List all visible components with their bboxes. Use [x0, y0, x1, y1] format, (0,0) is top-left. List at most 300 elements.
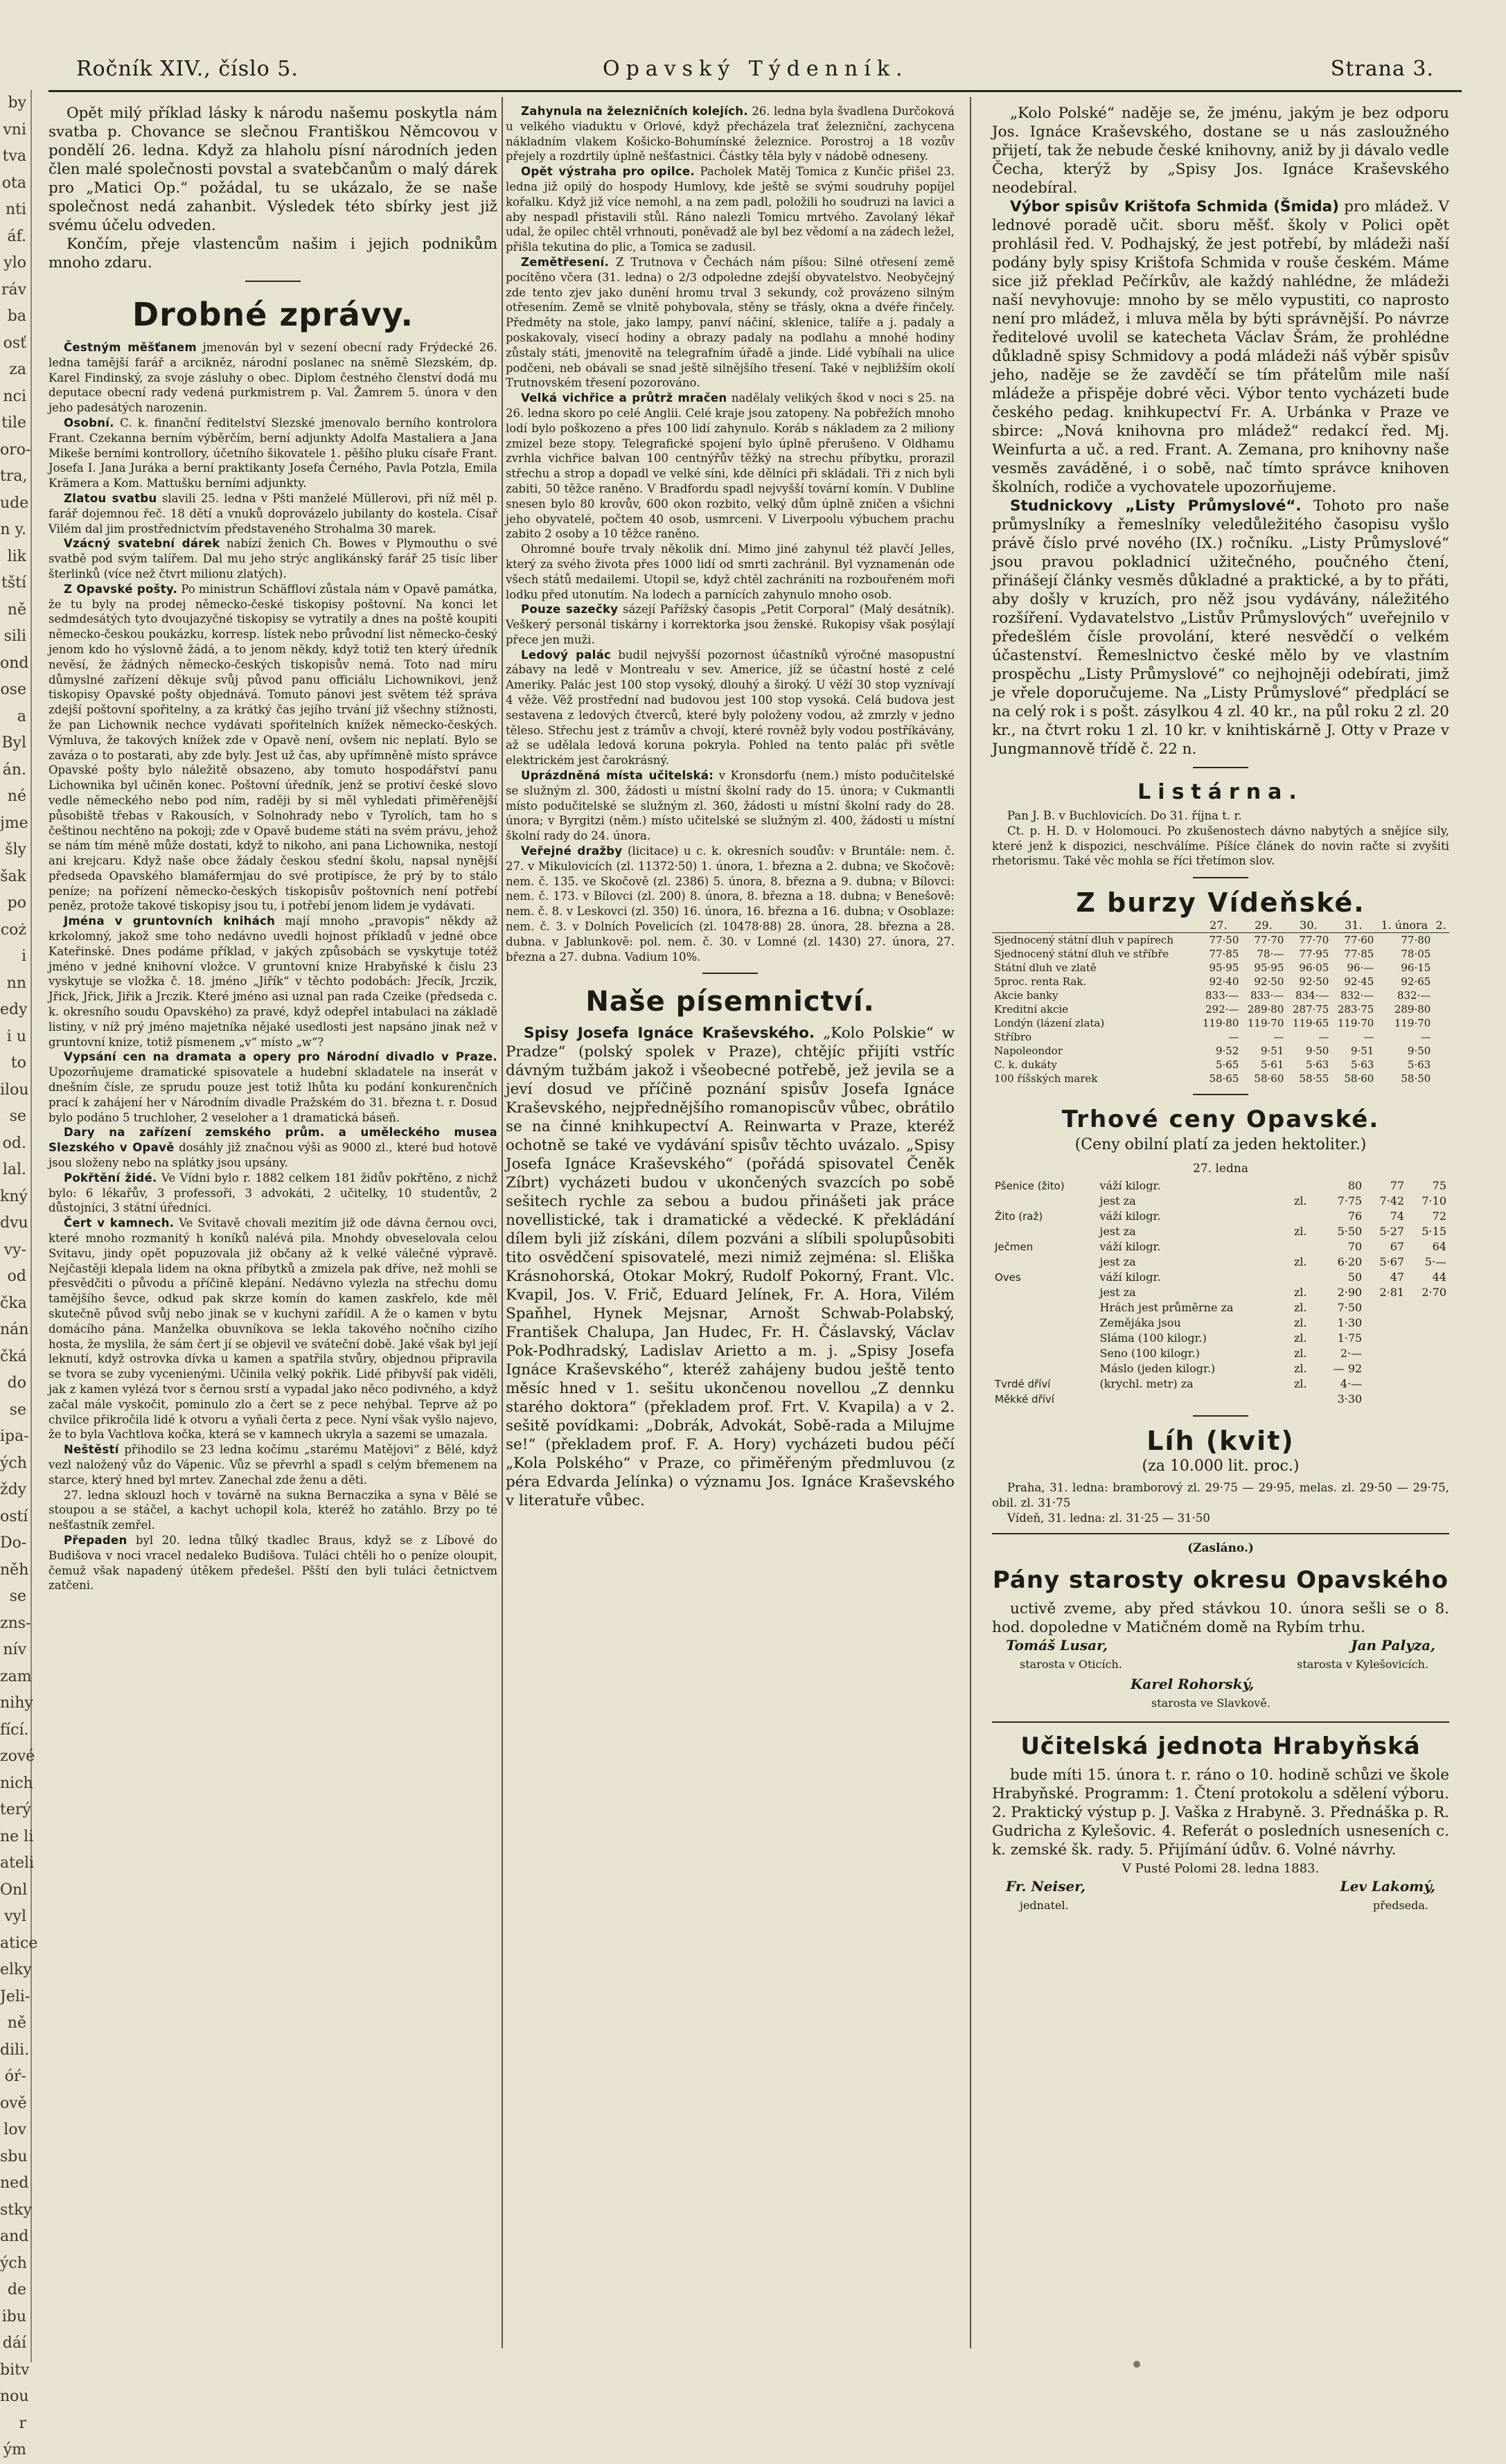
margin-fragment: sbu [0, 2147, 28, 2165]
grain-row [992, 1224, 1449, 1239]
bourse-cell: 78·05 [1401, 948, 1431, 961]
margin-fragment: ne li [0, 1827, 34, 1845]
schmid-lead: Výbor spisův Krištofa Schmida (Šmida) [1010, 198, 1340, 215]
news-item-lead: Přepaden [64, 1533, 127, 1547]
grain-cell: 5·15 [1421, 1225, 1446, 1239]
bourse-row [992, 1002, 1449, 1016]
grain-row [992, 1300, 1449, 1315]
news-item-lead: Vzácný svatební dárek [64, 537, 220, 551]
margin-fragment: se [9, 1588, 26, 1605]
grain-cell: Měkké dříví [995, 1393, 1054, 1406]
margin-fragment: ždy [0, 1481, 27, 1498]
news-item-text: přihodilo se 23 ledna kočímu „starému Matějovi“ z Bělé, když vezl naložený vůz do Vápenic. Vůz se převrhl a spadl s celým břemenem na starce, který hned byl mrtev. Zanechal zde ženu a děti. [48, 1443, 498, 1487]
grain-cell: 5·27 [1379, 1225, 1405, 1239]
bourse-cell: 58·50 [1401, 1072, 1431, 1085]
page-header [76, 57, 1434, 89]
margin-fragment: i u [6, 1027, 26, 1045]
news-item-text: byl 20. ledna tůlký tkadlec Braus, když se z Líbové do Budišova v noci vracel nedaleko Budišova. Tuláci chtěli ho o peníze oloupit, čemuž však napadený útěkem předešel. Pšští den byli tuláci četnictvem zatčeni. [48, 1533, 497, 1593]
grain-cell: 70 [1347, 1240, 1363, 1254]
margin-fragment: ilou [0, 1081, 29, 1099]
margin-fragment: ose [0, 681, 26, 698]
grain-cell: 2·90 [1337, 1286, 1363, 1300]
news-item-lead: Zahynula na železničních kolejích. [521, 105, 748, 118]
bourse-cell: 95·95 [1254, 961, 1284, 975]
margin-fragment: osť [3, 334, 26, 352]
bourse-cell: 834·— [1295, 989, 1329, 1002]
bourse-cell: 5·63 [1350, 1058, 1374, 1072]
margin-fragment: od [7, 1268, 26, 1285]
grain-cell [1291, 1209, 1317, 1224]
margin-fragment: nou [0, 2388, 29, 2405]
bourse-cell: Kreditní akcie [994, 1003, 1069, 1016]
margin-fragment: ráv [1, 281, 26, 299]
signature-row [992, 1676, 1449, 1696]
news-item-text: C. k. finanční ředitelství Slezské jmenovalo berního kontrolora Frant. Czekanna berním výběrčím, berní adjunkty Adolfa Mastaliera a Jana Mikeše berními kontrollory, účetního šikovatele 1. pěšího pluku císaře Frant. Josefa I. Jana Juráka a berní praktikanty Josefa Černého, Pavla Potzla, Emila Krämera a Kom. Mattušku berními adjunkty. [48, 416, 497, 490]
news-item-text: slavili 25. ledna v Pšti manželé Müllerovi, při níž měl p. farář dojemnou řeč. 18 dětí a vnuků doprovázelo jubilanty do kostela. Císař Vilém dal jim prostřednictvím představeného Strohalma 30 marek. [48, 491, 498, 535]
bourse-cell: 9·51 [1350, 1045, 1374, 1058]
news-item [506, 255, 955, 391]
margin-fragment: án. [2, 761, 26, 779]
margin-fragment: ých [0, 1454, 27, 1472]
bourse-cell: 119·65 [1292, 1017, 1329, 1030]
news-items-list-2 [506, 104, 955, 964]
grain-row [992, 1194, 1449, 1209]
news-item [506, 768, 955, 844]
margin-fragment: ně [7, 2014, 26, 2032]
signature-title-row [992, 1658, 1449, 1676]
margin-fragment: zové [0, 1748, 35, 1765]
bourse-cell: 58·60 [1254, 1072, 1284, 1085]
grain-cell: — 92 [1333, 1362, 1363, 1376]
bourse-table [992, 919, 1449, 1085]
grain-cell: Ječmen [995, 1241, 1034, 1254]
news-item [48, 1216, 497, 1442]
ucit-text: bude míti 15. února t. r. ráno o 10. hodině schůzi ve škole Hrabyňské. Programm: 1. Čtení protokolu a sdělení výboru. 2. Praktický výstup p. J. Vaška z Hrabyně. 3. Přednáška p. R. Gudricha z Kylešovic. 4. Referát o posledních usneseních c. k. zemské šk. rady. 5. Přijímání údův. 6. Volné návrhy. [992, 1766, 1449, 1859]
news-item-text: (licitace) u c. k. okresních soudův: v Bruntále: nem. č. 27. v Mikulovicích (zl. 11372·50) 1. února, 1. března a 2. dubna; ve Skočově: nem. č. 135. ve Skočově (zl. 2386) 5. února, 8. března a 9. dubna; v Bílovci: nem. č. 173. v Bílovci (zl. 200) 8. února, 8. března a 18. dubna; v Benešově: nem. č. 8. v Leskovci (zl. 350) 16. února, 16. března a 16. dubna; v Osoblaze: nem. č. 3. v Dolních Povelicích (zl. 10478·88) 28. února, 28. března a 28. dubna. v Jablunkově: pol. nem. č. 30. v Lomné (zl. 1430) 27. února, 27. března a 27. dubna. Vadium 10%. [506, 844, 955, 964]
issue-label: Ročník XIV., číslo 5. [76, 57, 299, 81]
news-item-text: jmenován byl v sezení obecní rady Frýdecké 26. ledna tamější farář a arcikněz, národní poslanec na sněmě Slezském, dp. Karel Findinský, za svoje zásluhy o obec. Diplom čestného členství dodá mu deputace obecní rady vedená purkmistrem p. Val. Žamrem 5. února v den jeho padesátých narozenin. [48, 341, 497, 415]
separator [702, 973, 758, 974]
news-item [48, 491, 497, 536]
section-heading-nase-pisemnictvi: Naše písemnictví. [585, 986, 875, 1018]
bourse-row [992, 947, 1449, 961]
column-2 [506, 104, 955, 2348]
grain-cell: 7·42 [1379, 1194, 1405, 1208]
bourse-cell: 78·— [1257, 948, 1284, 961]
grain-cell: 3·30 [1337, 1392, 1363, 1406]
margin-fragment: lik [7, 547, 26, 565]
news-item [48, 1049, 497, 1125]
bourse-cell: 96·— [1347, 961, 1374, 975]
bourse-cell: Sjednocený státní dluh v papírech [994, 934, 1173, 947]
news-item-text: Ve Vídni bylo r. 1882 celkem 181 židův pokřtěno, z nichž bylo: 6 lékařův, 3 professoři, 3 advokáti, 2 učitelky, 10 studentův, 2 důstojníci, 3 státní úředníci. [48, 1171, 497, 1215]
grain-cell: 1·75 [1337, 1331, 1363, 1345]
bourse-header-row [992, 919, 1449, 933]
news-item-lead: Osobní. [64, 416, 114, 429]
news-item [48, 416, 497, 491]
margin-fragment: lal. [2, 1161, 26, 1178]
news-item-lead: Zemětřesení. [521, 255, 610, 269]
news-item-lead: Čert v kamnech. [64, 1216, 175, 1230]
bourse-cell: — [1363, 1031, 1374, 1044]
news-item [506, 602, 955, 647]
margin-fragment: nci [3, 387, 26, 405]
grain-cell: váží kilogr. [1099, 1270, 1161, 1284]
page-number: Strana 3. [1330, 57, 1434, 81]
grain-cell: 5·— [1424, 1255, 1446, 1269]
bourse-cell: C. k. dukáty [994, 1058, 1057, 1072]
grain-cell: 44 [1432, 1270, 1446, 1284]
grain-cell [1365, 1376, 1407, 1392]
news-item-lead: Neštěstí [64, 1443, 119, 1457]
bourse-cell: 9·52 [1215, 1045, 1239, 1058]
bourse-cell: 833·— [1205, 989, 1239, 1002]
news-item-lead: Dary na zařízení zemského prům. a uměleckého musea Slezského v Opavě [48, 1126, 497, 1155]
margin-fragment: nív [3, 1641, 26, 1658]
margin-fragment: nihy [0, 1694, 33, 1712]
grain-cell [1365, 1315, 1407, 1331]
listy-lead: Studnickovy „Listy Průmyslové“. [1010, 497, 1302, 515]
bourse-cell: 77·70 [1254, 934, 1284, 947]
news-item-lead: Jména v gruntovních knihách [64, 914, 276, 928]
margin-fragment: do [7, 1374, 26, 1392]
margin-fragment: and [0, 2228, 29, 2245]
grain-row [992, 1346, 1449, 1361]
margin-fragment: se [9, 1401, 26, 1419]
margin-fragment: fící. [0, 1721, 29, 1739]
grain-row [992, 1285, 1449, 1300]
margin-fragment: i [21, 948, 26, 965]
grain-cell: (krychl. metr) za [1099, 1377, 1194, 1391]
bourse-heading: Z burzy Vídeňské. [1076, 887, 1365, 919]
grain-cell: zl. [1294, 1255, 1307, 1269]
cropped-left-margin [0, 90, 38, 2458]
bourse-cell: 9·50 [1407, 1045, 1431, 1058]
margin-fragment: Byl [1, 734, 26, 752]
bourse-cell: 77·85 [1209, 948, 1239, 961]
margin-fragment: ude [0, 494, 29, 512]
grain-cell: zl. [1294, 1225, 1307, 1239]
grain-row [992, 1239, 1449, 1255]
margin-fragment: ým [3, 2441, 26, 2458]
news-item-lead: Zlatou svatbu [64, 491, 157, 505]
margin-fragment: áf. [7, 227, 26, 245]
grain-cell [1365, 1346, 1407, 1361]
news-item [48, 914, 497, 1049]
bourse-row [992, 989, 1449, 1002]
signature-title: předseda. [1372, 1898, 1428, 1912]
margin-fragment: edy [0, 1001, 28, 1018]
news-item-text: Ohromné bouře trvaly několik dní. Mimo jiné zahynul též plavčí Jelles, který za svého života přes 1000 lidí od smrti zachránil. Byl vyznamenán ode všech států medailemi. Utopil se, když chtěl zachrániti na rozbouřeném moři lodku před utonutím. Na lodech a parnících zahynulo mnoho osob. [506, 542, 955, 601]
news-item-text: Po ministrun Schäffloví zůstala nám v Opavě památka, že tu byly na prodej německo-české tiskopisy poštovní. Na konci let sedmdesátých tyto dvoujazyčné tiskopisy se vytratily a dnes na poště koupiti německo-českou poukázku, korresp. lístek nebo průvodní list německo-český jenom kdo ho výslovně žádá, a to jenom někdy, když totiž ten který úředník nevěsí, že žádných německo-českých tiskopisův nemá. Toto nad míru důmyslné zařízení děkuje svůj původ panu officiálu Lichownikovi, jenž tiskopisy Opavské pošty objednává. Tomuto pánovi jest světem též správa zdejší poštovní spořitelny, a za krátký čas jejího trvání již všechny stížnosti, že pan Lichownik nechce vydávati spořitelních knížek německo-českých. Výmluva, že takových knížek zde v Opavě není, ovšem nic neplatí. Bylo se zaváza o to postarati, aby zde byly. Jest už čas, aby upřímněně místo správce Opavské pošty bylo náležitě obsazeno, aby tomuto hospodářství panu Lichownika byl učiněn konec. Poštovní úředník, jenž se protiví české slovo vedle německého nebo pod ním, raději by si měl vyhledati přiměřenější působiště třebas v Rakousích, v Solnohrady nebo v Tyrolích, tam ho s češtinou nechtěno na pokoji; zde v Opavě budeme státi na svém právu, jehož se nám tím méně může dostati, když to nikoho, ani pana Lichownika, nestojí ani krejcaru. Když naše obce žádaly českou sťední školu, napsal nynější předseda Opavského blamáfermjau do své protipísce, že prý by to stálo peníze; na pořízení německo-českých tiskopisův poštovních není potřebí peněz, protože takové tiskopisy jsou tu, i potřebí jenom lidem je vydávati. [48, 582, 497, 913]
signature-row [992, 1878, 1449, 1899]
column-divider-2 [970, 97, 971, 2348]
bourse-cell: — [1228, 1031, 1239, 1044]
section-heading-drobne-zpravy: Drobné zprávy. [132, 296, 414, 333]
news-item-text: Z Trutnova v Čechách nám píšou: Silné otřesení země pocítěno včera (31. ledna) o 2/3 odpoledne zdejší obyvatelstvo. Neobyčejný zde tento zjev jako dunění hromu trval 3 sekundy, což provázeno silným otřesením. Země se vlnitě pohybovala, stěny se třásly, okna a dvéře řinčely. Předměty na stole, jako lampy, panví náčiní, sklenice, talíře a j. padaly a poskakovaly, visecí hodiny a obrazy padaly na podlahu a mnohé hodiny zůstaly státi, jmenovitě na telegrafním úřadě a jinde. Lidé vybíhali na ulice podčeni, neb obávali se snad ještě silnějšího třesení. Také v nejbližším okolí Trutnovském třesení pozorováno. [506, 255, 955, 390]
news-item-text: dosáhly již značnou výši as 9000 zl., které bud hotově jsou složeny nebo na splátky jsou upsány. [48, 1141, 497, 1170]
grain-cell: 47 [1390, 1270, 1405, 1284]
news-item [48, 1125, 497, 1170]
bourse-cell: 58·65 [1209, 1072, 1239, 1085]
margin-fragment: nti [5, 201, 26, 218]
bourse-cell: 833·— [1250, 989, 1284, 1002]
margin-fragment: jme [0, 814, 28, 832]
column-1 [48, 104, 497, 2348]
grain-cell [992, 1300, 1097, 1315]
news-item-lead: Velká vichřice a průtrž mračen [521, 391, 727, 405]
news-item-text: Pacholek Matěj Tomica z Kunčic přišel 23. ledna již opilý do hospody Humlovy, kde ještě se svými soudruhy popíjel kořalku. Když již více nemohl, a na zem padl, položili ho soudruzi na lavici a aby nespadl přistavili stůl. Ráno nalezli Tomicu mrtvého. Zavolaný lékař udal, že opilec chtěl vrhnouti, poněvadž ale byl bez vědomí a na zádech ležel, přišla tekutina do plic, a Tomica se zadusil. [506, 165, 955, 254]
grain-cell [992, 1255, 1097, 1270]
grain-subheading: (Ceny obilní platí za jeden hektoliter.) [1074, 1136, 1367, 1154]
grain-cell [1097, 1392, 1292, 1407]
signature-row [992, 1637, 1449, 1658]
schmid-article [992, 197, 1449, 497]
grain-cell: 6·20 [1337, 1255, 1363, 1269]
margin-fragment: kný [0, 1187, 28, 1205]
bourse-row [992, 1030, 1449, 1044]
bourse-row [992, 961, 1449, 975]
news-item [506, 164, 955, 255]
grain-cell: váží kilogr. [1099, 1240, 1161, 1254]
grain-cell [992, 1224, 1097, 1239]
margin-fragment: za [9, 361, 26, 378]
margin-fragment: Jeli- [0, 1987, 30, 2005]
grain-cell: 80 [1347, 1179, 1363, 1193]
news-item-lead: Vypsání cen na dramata a opery pro Národní divadlo v Praze. [64, 1050, 497, 1064]
masthead-title: Opavský Týdenník. [603, 57, 909, 81]
pany-heading: Pány starosty okresu Opavského [992, 1566, 1449, 1594]
bourse-cell: 5·61 [1260, 1058, 1284, 1072]
grain-cell [1291, 1392, 1317, 1407]
listarna-item: Ct. p. H. D. v Holomouci. Po zkušenostech dávno nabytých a snějíce sily, které jenž k dispozici, neschválíme. Píšíce článek do novin račte si zvyšiti rhetorismu. Také věc mohla se říci třetímon slov. [992, 824, 1449, 868]
bourse-cell: 119·70 [1337, 1017, 1374, 1030]
news-item-text: nadělaly velikých škod v noci s 25. na 26. ledna skoro po celé Anglii. Celé kraje jsou zatopeny. Na pobřežích mnoho lodí bylo poškozeno a přes 100 lidí zahynulo. Koráb s nákladem za 2 miliony zmizel beze stopy. Telegrafické spojení bylo úplně přerušeno. V Oldhamu zvrhla vichřice balvan 100 centnýřův těžký na strechu příbytku, prorazil střechu a strop a dopadl ve velké síni, kde dělníci při skládali. Tři z nich byli zabiti, 50 těžce raněno. V Bradfordu spadl nejvyšší tovární komín. V Dubline snesen bylo 80 krovův, 600 okon rozbito, velký dům úplně zničen a všichni jeho obyvatelé, počtem 40 osob, usmrceni. V Liverpoolu výbuchem prachu zabito 2 osoby a 10 těžce raněno. [506, 391, 955, 541]
news-item-text: Ve Svitavě chovali mezitím již ode dávna černou ovci, které mnoho rozmanitý h koníků nalévá pila. Mnohdy obveselovala celou Svitavu, jindy opět popuzovala již občany až k velké válečné výpravě. Nejčastěji klepala lidem na okna příbytků a zmizela pak dříve, než mohli se přesvědčiti o původu a příčině klepání. Nedávno vylezla na střechu domu tamějšího ševce, odkud pak skrze komín do kamen zaskřelo, kde měl skutečně původ svůj nebo jinak se v kuchyni zařídil. A že o kamen v bytu domácího pána. Manželka obuvníkova se lekla takového nočního cizího hosta, že myslila, že sám čert jí se objevil ve sváteční době. Jaké však byl její leknutí, když ostrovka dívka u kamen a spatřila stvůry, objednou připravila se tvora se zuby vycenienými. Učinila velký pokřik. Lidé přibyvší pak viděli, jak z kamen vylézá tvor s černou srstí a vypadal jako něco podivného, a když začal mále vyskočit, pominulo zlo a čert se z pece nehýbal. Teprve až po chvilce přikročila lidé k otvoru a vyňali čerta z pece. Nyní však vyšlo najevo, že to byla Vachtlova kočka, která se v kamnech ukryla a sazemi se umazala. [48, 1216, 497, 1442]
margin-fragment: vni [3, 121, 26, 139]
news-item [506, 844, 955, 964]
grain-cell: jest za [1099, 1194, 1136, 1208]
news-item-text: sázejí Pařížský časopis „Petit Corporal“ (Malý desátník). Veškerý personál tiskárny i korrektorka jsou ženské. Rukopisy však posýlají přece jen muži. [506, 603, 955, 646]
bourse-cell: 77·50 [1209, 934, 1239, 947]
lih-line: Praha, 31. ledna: bramborový zl. 29·75 — 29·95, melas. zl. 29·50 — 29·75, obil. zl. 31·75 [992, 1481, 1449, 1509]
margin-fragment: nich [0, 1774, 33, 1792]
grain-row [992, 1392, 1449, 1407]
grain-cell: 1·30 [1337, 1316, 1363, 1330]
grain-cell: 4·— [1340, 1377, 1363, 1391]
bourse-row [992, 975, 1449, 989]
grain-cell [1407, 1346, 1449, 1361]
listarna-item: Pan J. B. v Buchlovicích. Do 31. října t. r. [1007, 809, 1242, 822]
bourse-cell: 5·63 [1305, 1058, 1329, 1072]
margin-fragment: od. [2, 1134, 26, 1152]
margin-fragment: né [7, 788, 26, 805]
grain-cell: 75 [1432, 1179, 1446, 1193]
margin-fragment: nán [0, 1321, 29, 1338]
pany-text: uctivě zveme, aby před stávkou 10. února sešli se o 8. hod. dopoledne v Matičném domě na Rybím trhu. [992, 1599, 1449, 1636]
bourse-cell: 283·75 [1337, 1003, 1374, 1016]
bourse-cell: Stříbro [994, 1031, 1032, 1044]
bourse-cell: 9·51 [1260, 1045, 1284, 1058]
grain-cell: zl. [1294, 1194, 1307, 1208]
margin-fragment: óŕ- [4, 2068, 26, 2085]
bourse-cell: 119·80 [1202, 1017, 1239, 1030]
bourse-row [992, 933, 1449, 948]
grain-cell [992, 1315, 1097, 1331]
grain-cell [1365, 1361, 1407, 1376]
margin-fragment: sili [3, 628, 26, 645]
signature: Tomáš Lusar, [1006, 1636, 1108, 1654]
margin-fragment: oro- [0, 441, 31, 459]
bourse-cell: 292·— [1205, 1003, 1239, 1016]
margin-fragment: tile [1, 414, 26, 432]
bourse-cell: 289·80 [1394, 1003, 1431, 1016]
grain-cell: zl. [1294, 1301, 1307, 1315]
header-rule [48, 90, 1462, 92]
grain-cell: váží kilogr. [1099, 1209, 1161, 1223]
margin-fragment: a [17, 707, 26, 725]
bourse-cell: Sjednocený státní dluh ve stříbře [994, 948, 1169, 961]
grain-row [992, 1178, 1449, 1194]
ucitelska-notice [992, 1721, 1449, 1917]
grain-cell: zl. [1294, 1347, 1307, 1360]
ucit-heading: Učitelská jednota Hrabyňská [1020, 1732, 1421, 1760]
signature: Lev Lakomý, [1340, 1877, 1435, 1895]
grain-cell: 74 [1390, 1209, 1405, 1223]
bourse-cell: 5·63 [1407, 1058, 1431, 1072]
separator [245, 281, 301, 282]
bourse-cell: 287·75 [1292, 1003, 1329, 1016]
bourse-cell: 96·05 [1299, 961, 1329, 975]
bourse-header-cell: 30. [1286, 919, 1331, 933]
margin-fragment: Do- [0, 1534, 27, 1552]
grain-cell: zl. [1294, 1377, 1307, 1391]
margin-fragment: nn [6, 974, 26, 992]
schmid-text: pro mládež. V lednové poradě učit. sboru měšť. školy v Polici opět prohlásil řed. V. Podhajský, že jest potřebí, by mládeži naší podány byly spisy Krištofa Schmida v rouše českém. Máme sice již překlad Pečírkův, ale každý nahlédne, že mládeži naší nevyhovuje: mnoho by se mělo vypustiti, co naprosto není pro mládež, i mluva měla by býti správnější. Po návrze ředitelové uvolil se katecheta Václav Šrám, že prohlédne důkladně spisy Schmidovy a podá mládeži náš výběr spisův jeho, naděje se že zavděčí se tím přátelům mile naší mládeže a přispěje dobré věci. Výbor tento vycházeti bude českého pedag. knihkupectví Fr. A. Urbánka v Praze ve sbirce: „Nová knihovna pro mládež“ redakcí řed. Mj. Weinfurta a uč. a red. Frant. A. Zemana, pro knihovny naše vesměs zaváděné, i o sobě, nač tímto správce knihoven školních, rodiče a vychovatele upozorňujeme. [992, 198, 1449, 496]
news-item-text: nabízí ženich Ch. Bowes v Plymouthu o své svatbě pod svým talířem. Dal mu jeho strýc anglikánský farář 25 tisíc liber šterlinků (více než čtvrt milionu zlatých). [48, 537, 498, 580]
bourse-cell: 100 říšských marek [994, 1072, 1098, 1085]
news-item-text: budil nejvyšší pozornost účastníků výročné masopustní zábavy na ledě v Montrealu v sev. Americe, jíž se účastní hosté z celé Ameriky. Palác jest 100 stop vysoký, dlouhý a široký. U věží 30 stop vyznívají 4 věže. Věž prostřední nad budovou jest 100 stop vysoká. Celá budova jest sestavena z ledových čtverců, které byly položeny vodou, až zmrzly v jedno těleso. Střechu jest z trámův a chvojí, které rovněž byly vodou postříkávány, až se udělala ledová koruna pokryla. Pohled na tento palác při světle elektrickém jest čarokrásný. [506, 648, 955, 768]
grain-cell [992, 1285, 1097, 1300]
margin-fragment: ned [0, 2174, 29, 2192]
news-item-text: Upozorňujeme dramatické spisovatele a hudební skladatele na inserát v dnešním čísle, ze sprudu pouze jest totiž lhůta ku podání konkurenčních prací k zahájení her v Národním divadle Pražském do 31. března t. r. Dosud bylo podáno 5 truchloher, 2 veseloher a 1 dramatická báseň. [48, 1065, 497, 1124]
spisy-lead: Spisy Josefa Ignáce Kraševského. [524, 1025, 815, 1043]
grain-cell [1407, 1392, 1449, 1407]
pany-notice [992, 1533, 1449, 1714]
bourse-header-cell: 2. [1433, 919, 1449, 933]
grain-cell [1365, 1331, 1407, 1346]
grain-cell [1407, 1361, 1449, 1376]
bourse-cell: 77·60 [1344, 934, 1374, 947]
margin-fragment: něh [0, 1561, 29, 1579]
grain-cell [1407, 1376, 1449, 1392]
grain-cell: váží kilogr. [1099, 1179, 1161, 1193]
bourse-cell: 77·70 [1299, 934, 1329, 947]
news-item-text: mají mnoho „pravopis“ někdy až krkolomný, jakož sme toho nedávno uvedli hojnost příkladů v jedné obce Kateřinské. Dnes podáme příklad, v jakých způsobách se vyskytuje totéž jméno v jedné knihovní vložce. V gruntovní knize Hrabyňské k čislu 23 vyskytuje se vložka č. 18. jméno „Jiřík“ v těchto podobách: Jřecík, Jrczik, Jřick, Jřick, Jiřik a Jrczik. Které jméno asi uznal pan rada Czeike (předseda c. k. okresního soudu Opavského) za pravé, když odepřel intabulaci na základě listiny, v níž prý jméno majetníka nějaké usedlosti jest napsáno jinak než v gruntovní knize, totiž písmenem „v“ místo „w“? [48, 914, 497, 1049]
grain-cell: 76 [1347, 1209, 1363, 1223]
margin-fragment: dvu [0, 1214, 28, 1232]
bourse-cell: 92·45 [1344, 975, 1374, 989]
grain-cell: jest za [1099, 1225, 1136, 1239]
bourse-header-cell: 27. [1196, 919, 1241, 933]
bourse-cell: Londýn (lázení zlata) [994, 1017, 1105, 1030]
bourse-cell: 58·60 [1344, 1072, 1374, 1085]
listy-prumyslove-article [992, 497, 1449, 759]
spisy-article [506, 1024, 955, 1510]
grain-cell: 2·81 [1379, 1286, 1405, 1300]
margin-fragment: ateli [0, 1854, 35, 1872]
grain-cell: Sláma (100 kilogr.) [1099, 1331, 1207, 1345]
spisy-text: „Kolo Polskie“ w Pradze“ (polský spolek v Praze), chtějíc přijíti vstříc dávným tužbám jakož i všeobecné potřebě, jež jevila se a jeví dosud ve příčině poznání spisův Josefa Ignáce Kraševského, nejpřednějšího romanopiscův vůbec, obrátilo se na činné knihkupectví A. Reinwarta v Praze, kteréž ochotně se také ve vydávání spisův těchto uvázalo. „Spisy Josefa Ignáce Kraševského“ (pořádá spisovatel Čeněk Zíbrt) vycházeti budou v ukončených svazcích po sobě sešitech rychle za sebou a budou přinášeti jak práce novellistické, tak i dramatické a vědecké. K překládání dílem byli již získáni, dílem pozváni a slíbili spolupůsobiti tito osvědčení spisovatelé, mezi nimiž zejména: sl. Eliška Krásnohorská, Otokar Mokrý, Rudolf Pokorný, Frant. Vlc. Kvapil, Jos. V. Frič, Eduard Jelínek, Fr. A. Hora, Vilém Spaňhel, Hynek Mejsnar, Arnošt Schwab-Polabský, František Chalupa, Jan Hudec, Fr. H. Čáslavský, Václav Pok-Podhradský, Ladislav Arietto a m. j. „Spisy Josefa Ignáce Kraševského“, kteréž zahájeny budou ještě tento měsíc hned v 1. sešitu ukončenou novellou „Z dennku starého doktora“ (překladem prof. Frt. V. Kvapila) a v 2. sešitě povídkami: „Dobrák, Advokát, Sobě-rada a Milujme se!“ (překladem prof. F. A. Hory) vycházeti budou péčí „Kola Polského“ v Praze, co přiměřeným předmluvou (z péra Edvarda Jelínka) o významu Jos. Ignáce Kraševského v literatuře vůbec. [506, 1025, 955, 1510]
news-item [48, 1442, 497, 1487]
grain-cell [1365, 1300, 1407, 1315]
grain-cell [1407, 1315, 1449, 1331]
bourse-cell: Napoleondor [994, 1045, 1063, 1058]
margin-fragment: terý [0, 1801, 31, 1818]
grain-cell [1407, 1300, 1449, 1315]
margin-fragment: se [9, 1108, 26, 1125]
bourse-cell: 77·80 [1401, 934, 1431, 947]
ucit-date: V Pusté Polomi 28. ledna 1883. [1122, 1861, 1320, 1876]
bourse-row [992, 1016, 1449, 1030]
bourse-cell: 92·50 [1299, 975, 1329, 989]
bourse-cell: 289·80 [1247, 1003, 1284, 1016]
margin-fragment: ond [0, 654, 29, 672]
grain-cell: jest za [1099, 1255, 1136, 1269]
grain-cell: Pšenice (žito) [995, 1180, 1065, 1193]
margin-fragment: atice [0, 1934, 38, 1952]
margin-fragment: de [7, 2281, 26, 2298]
bourse-cell: — [1273, 1031, 1284, 1044]
intro-paragraph: Opět milý příklad lásky k národu našemu poskytla nám svatba p. Chovance se slečnou Františkou Němcovou v pondělí 26. ledna. Když za hlaholu písní národních jeden člen malé společnosti povstal a svatebčanům o malý dárek pro „Matici Op.“ požádal, tu se ukázalo, že se naše společnost nedá zahanbit. Výsledek této sbírky jest již svému účelu odveden. [48, 105, 497, 234]
grain-cell: 67 [1390, 1240, 1405, 1254]
bourse-cell: 5proc. renta Rak. [994, 975, 1087, 989]
news-item [48, 536, 497, 581]
listarna-heading: Listárna. [1137, 780, 1304, 804]
margin-fragment: ylo [3, 254, 26, 272]
bourse-cell: Státní dluh ve zlatě [994, 961, 1097, 975]
listy-text: Tohoto pro naše průmyslníky a řemeslníky veledůležitého časopisu vyšlo právě číslo prvé nového (IX.) ročníku. „Listy Průmyslové“ jsou pravou pokladnicí užitečného, poučného čtení, přinášejí články vesměs důkladné a praktické, a by to přáti, aby došly v kruzích, pro něž jsou vydávány, náležitého rozšíření. Vydavatelstvo „Listův Průmyslových“ uveřejnilo v předešlém čísle provolání, které nesvědčí o velkém účastenství. Řemeslnictvo české mělo by ve vlastním prospěchu „Listy Průmyslové“ co nejhojněji odebírati, jimž je vřele doporučujeme. Na „Listy Průmyslové“ předplácí se na celý rok i s pošt. zásylkou 4 zl. 40 kr., na půl roku 2 zl. 20 kr., na čtvrt roku 1 zl. 10 kr. v knihtiskárně J. Otty v Praze v Jungmannově třídě č. 22 n. [992, 497, 1449, 758]
bourse-cell: 77·95 [1299, 948, 1329, 961]
margin-fragment: vyl [4, 1908, 26, 1925]
grain-row [992, 1361, 1449, 1376]
margin-fragment: dáí [2, 2334, 26, 2352]
grain-row [992, 1255, 1449, 1270]
news-item-text: v Kronsdorfu (nem.) místo podučitelské se služným zl. 300, žádosti u místní školní rady do 15. února; v Cukmantli místo podučitelské se služným zl. 360, žádosti u místní školní rady do 28. února; v Byrgitzi (něm.) místo učitelské se služným zl. 400, žádosti u místní školní rady do 24. února. [506, 769, 955, 843]
bourse-header-cell: 29. [1241, 919, 1286, 933]
news-item-lead: Opět výstraha pro opilce. [521, 165, 695, 179]
news-item-lead: Z Opavské pošty. [64, 582, 178, 596]
zaslano-label: (Zasláno.) [1187, 1541, 1254, 1555]
margin-fragment: r [19, 2414, 26, 2432]
grain-cell [1407, 1331, 1449, 1346]
bourse-cell: Akcie banky [994, 989, 1058, 1002]
grain-cell: 7·50 [1337, 1301, 1363, 1315]
margin-fragment: dili. [0, 2041, 30, 2059]
margin-fragment: čká [0, 1347, 27, 1365]
signature-title: starosta v Oticích. [1020, 1657, 1122, 1671]
column-divider-1 [502, 97, 503, 2348]
signature: Jan Palyza, [1351, 1636, 1435, 1654]
bourse-cell: 9·50 [1305, 1045, 1329, 1058]
grain-cell: 5·67 [1379, 1255, 1405, 1269]
grain-cell: 2·— [1340, 1347, 1363, 1360]
margin-fragment: to [10, 1054, 26, 1072]
grain-cell: 7·10 [1421, 1194, 1446, 1208]
grain-row [992, 1376, 1449, 1392]
grain-cell: Máslo (jeden kilogr.) [1099, 1362, 1216, 1376]
margin-fragment: ostí [0, 1507, 28, 1525]
